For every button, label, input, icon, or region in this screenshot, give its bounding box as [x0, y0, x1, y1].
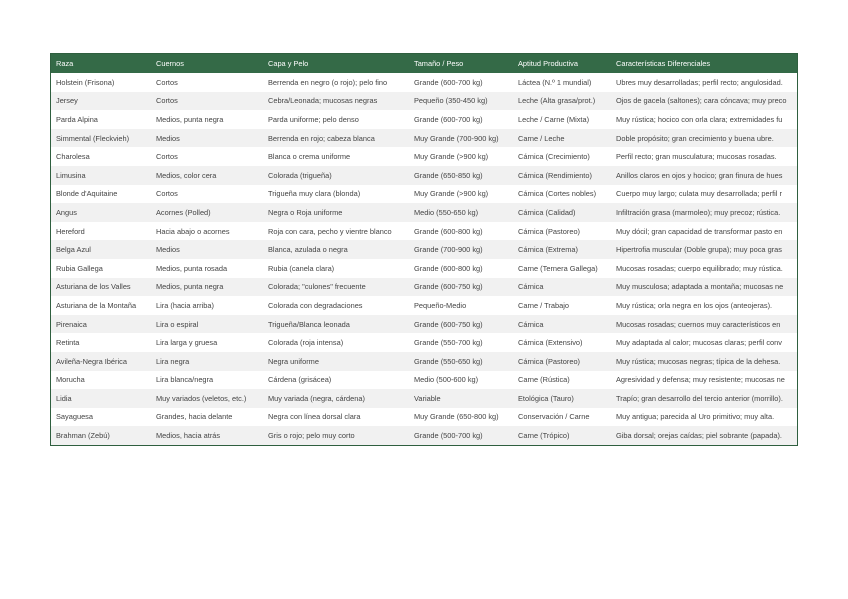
- cell-raza: Asturiana de la Montaña: [51, 296, 151, 315]
- cell-capa: Rubia (canela clara): [263, 259, 409, 278]
- cell-cuernos: Medios, punta negra: [151, 278, 263, 297]
- table-row: [51, 222, 798, 241]
- cell-cuernos: Acornes (Polled): [151, 203, 263, 222]
- cell-tamano: Grande (600-750 kg): [409, 278, 513, 297]
- cell-tamano: Grande (550-700 kg): [409, 333, 513, 352]
- cell-raza: Simmental (Fleckvieh): [51, 129, 151, 148]
- header-capa-pelo: Capa y Pelo: [263, 54, 409, 73]
- cell-capa: Berrenda en rojo; cabeza blanca: [263, 129, 409, 148]
- cell-capa: Negra uniforme: [263, 352, 409, 371]
- cell-caracteristicas: Muy rústica; orla negra en los ojos (anteojeras).: [611, 296, 798, 315]
- cell-tamano: Muy Grande (>900 kg): [409, 147, 513, 166]
- table-row: [51, 240, 798, 259]
- cell-aptitud: Cárnica (Pastoreo): [513, 352, 611, 371]
- cell-tamano: Muy Grande (>900 kg): [409, 185, 513, 204]
- cell-cuernos: Muy variados (veletos, etc.): [151, 389, 263, 408]
- cell-aptitud: Cárnica: [513, 315, 611, 334]
- table-row: [51, 371, 798, 390]
- table-row: [51, 315, 798, 334]
- table-row: [51, 408, 798, 427]
- cell-cuernos: Lira o espiral: [151, 315, 263, 334]
- cell-aptitud: Carne / Leche: [513, 129, 611, 148]
- cell-cuernos: Medios, punta rosada: [151, 259, 263, 278]
- cell-raza: Rubia Gallega: [51, 259, 151, 278]
- cell-raza: Charolesa: [51, 147, 151, 166]
- cell-cuernos: Hacia abajo o acornes: [151, 222, 263, 241]
- cell-raza: Holstein (Frisona): [51, 73, 151, 92]
- table-row: [51, 389, 798, 408]
- cell-capa: Blanca, azulada o negra: [263, 240, 409, 259]
- cell-aptitud: Cárnica (Crecimiento): [513, 147, 611, 166]
- cell-raza: Lidia: [51, 389, 151, 408]
- cell-caracteristicas: Anillos claros en ojos y hocico; gran finura de hues: [611, 166, 798, 185]
- header-cuernos: Cuernos: [151, 54, 263, 73]
- cell-capa: Trigueña muy clara (blonda): [263, 185, 409, 204]
- cell-aptitud: Cárnica (Cortes nobles): [513, 185, 611, 204]
- cell-aptitud: Cárnica: [513, 278, 611, 297]
- cell-raza: Parda Alpina: [51, 110, 151, 129]
- cell-caracteristicas: Mucosas rosadas; cuernos muy característicos en: [611, 315, 798, 334]
- cell-raza: Pirenaica: [51, 315, 151, 334]
- header-raza: Raza: [51, 54, 151, 73]
- cell-capa: Trigueña/Blanca leonada: [263, 315, 409, 334]
- cell-capa: Parda uniforme; pelo denso: [263, 110, 409, 129]
- cell-aptitud: Carne (Ternera Gallega): [513, 259, 611, 278]
- cell-tamano: Grande (600-750 kg): [409, 315, 513, 334]
- cell-capa: Cebra/Leonada; mucosas negras: [263, 92, 409, 111]
- cell-tamano: Grande (700-900 kg): [409, 240, 513, 259]
- cell-aptitud: Etológica (Tauro): [513, 389, 611, 408]
- cell-capa: Gris o rojo; pelo muy corto: [263, 426, 409, 445]
- table-row: [51, 352, 798, 371]
- cell-raza: Asturiana de los Valles: [51, 278, 151, 297]
- cell-capa: Colorada con degradaciones: [263, 296, 409, 315]
- cell-tamano: Grande (600-800 kg): [409, 222, 513, 241]
- cell-caracteristicas: Muy musculosa; adaptada a montaña; mucosas ne: [611, 278, 798, 297]
- cell-caracteristicas: Muy antigua; parecida al Uro primitivo; muy alta.: [611, 408, 798, 427]
- cell-tamano: Medio (550-650 kg): [409, 203, 513, 222]
- cell-raza: Belga Azul: [51, 240, 151, 259]
- cell-cuernos: Lira larga y gruesa: [151, 333, 263, 352]
- cell-cuernos: Medios, color cera: [151, 166, 263, 185]
- cell-aptitud: Conservación / Carne: [513, 408, 611, 427]
- cell-raza: Avileña-Negra Ibérica: [51, 352, 151, 371]
- cell-caracteristicas: Giba dorsal; orejas caídas; piel sobrante (papada).: [611, 426, 798, 445]
- header-tamano-peso: Tamaño / Peso: [409, 54, 513, 73]
- table-row: [51, 185, 798, 204]
- table-row: [51, 92, 798, 111]
- cell-aptitud: Cárnica (Extensivo): [513, 333, 611, 352]
- cell-aptitud: Leche / Carne (Mixta): [513, 110, 611, 129]
- cell-caracteristicas: Cuerpo muy largo; culata muy desarrollada; perfil r: [611, 185, 798, 204]
- cell-capa: Colorada (roja intensa): [263, 333, 409, 352]
- table-row: [51, 129, 798, 148]
- cell-aptitud: Leche (Alta grasa/prot.): [513, 92, 611, 111]
- cell-capa: Colorada (trigueña): [263, 166, 409, 185]
- cell-caracteristicas: Ubres muy desarrolladas; perfil recto; angulosidad.: [611, 73, 798, 92]
- cell-tamano: Grande (600-700 kg): [409, 110, 513, 129]
- cell-caracteristicas: Perfil recto; gran musculatura; mucosas rosadas.: [611, 147, 798, 166]
- cell-capa: Berrenda en negro (o rojo); pelo fino: [263, 73, 409, 92]
- table-row: [51, 333, 798, 352]
- cell-capa: Negra con línea dorsal clara: [263, 408, 409, 427]
- cell-cuernos: Lira (hacia arriba): [151, 296, 263, 315]
- cell-capa: Blanca o crema uniforme: [263, 147, 409, 166]
- cell-raza: Blonde d'Aquitaine: [51, 185, 151, 204]
- cell-caracteristicas: Mucosas rosadas; cuerpo equilibrado; muy rústica.: [611, 259, 798, 278]
- cell-aptitud: Carne (Rústica): [513, 371, 611, 390]
- cell-tamano: Muy Grande (700-900 kg): [409, 129, 513, 148]
- cell-aptitud: Cárnica (Calidad): [513, 203, 611, 222]
- cell-raza: Retinta: [51, 333, 151, 352]
- cell-tamano: Muy Grande (650-800 kg): [409, 408, 513, 427]
- cell-aptitud: Carne / Trabajo: [513, 296, 611, 315]
- breed-table: [51, 54, 798, 445]
- cell-raza: Jersey: [51, 92, 151, 111]
- cell-aptitud: Cárnica (Extrema): [513, 240, 611, 259]
- cell-cuernos: Medios, punta negra: [151, 110, 263, 129]
- cell-caracteristicas: Muy dócil; gran capacidad de transformar pasto en: [611, 222, 798, 241]
- cell-caracteristicas: Doble propósito; gran crecimiento y buena ubre.: [611, 129, 798, 148]
- table-header-row: [51, 54, 798, 73]
- cell-cuernos: Cortos: [151, 185, 263, 204]
- cell-caracteristicas: Trapío; gran desarrollo del tercio anterior (morrillo).: [611, 389, 798, 408]
- cell-cuernos: Grandes, hacia delante: [151, 408, 263, 427]
- table-row: [51, 259, 798, 278]
- cell-raza: Hereford: [51, 222, 151, 241]
- cell-aptitud: Cárnica (Pastoreo): [513, 222, 611, 241]
- cell-caracteristicas: Hipertrofia muscular (Doble grupa); muy poca gras: [611, 240, 798, 259]
- table-row: [51, 426, 798, 445]
- cell-caracteristicas: Agresividad y defensa; muy resistente; mucosas ne: [611, 371, 798, 390]
- cell-aptitud: Láctea (N.º 1 mundial): [513, 73, 611, 92]
- cell-cuernos: Medios: [151, 240, 263, 259]
- cell-caracteristicas: Muy rústica; hocico con orla clara; extremidades fu: [611, 110, 798, 129]
- table-row: [51, 147, 798, 166]
- cell-tamano: Pequeño-Medio: [409, 296, 513, 315]
- cell-capa: Negra o Roja uniforme: [263, 203, 409, 222]
- cell-capa: Cárdena (grisácea): [263, 371, 409, 390]
- cell-cuernos: Cortos: [151, 73, 263, 92]
- cell-raza: Angus: [51, 203, 151, 222]
- cell-tamano: Grande (500-700 kg): [409, 426, 513, 445]
- cell-tamano: Pequeño (350-450 kg): [409, 92, 513, 111]
- table-row: [51, 166, 798, 185]
- cell-aptitud: Carne (Trópico): [513, 426, 611, 445]
- cell-tamano: Grande (600-800 kg): [409, 259, 513, 278]
- cell-tamano: Medio (500-600 kg): [409, 371, 513, 390]
- cell-capa: Colorada; "culones" frecuente: [263, 278, 409, 297]
- cell-tamano: Grande (550-650 kg): [409, 352, 513, 371]
- cell-raza: Morucha: [51, 371, 151, 390]
- cell-aptitud: Cárnica (Rendimiento): [513, 166, 611, 185]
- breed-table-container: [50, 53, 798, 446]
- cell-cuernos: Lira blanca/negra: [151, 371, 263, 390]
- cell-tamano: Grande (600-700 kg): [409, 73, 513, 92]
- cell-cuernos: Cortos: [151, 92, 263, 111]
- cell-caracteristicas: Muy rústica; mucosas negras; típica de la dehesa.: [611, 352, 798, 371]
- table-row: [51, 278, 798, 297]
- cell-caracteristicas: Infiltración grasa (marmoleo); muy precoz; rústica.: [611, 203, 798, 222]
- cell-cuernos: Medios, hacia atrás: [151, 426, 263, 445]
- cell-cuernos: Lira negra: [151, 352, 263, 371]
- cell-caracteristicas: Muy adaptada al calor; mucosas claras; perfil conv: [611, 333, 798, 352]
- table-row: [51, 296, 798, 315]
- cell-raza: Sayaguesa: [51, 408, 151, 427]
- cell-tamano: Grande (650-850 kg): [409, 166, 513, 185]
- cell-cuernos: Cortos: [151, 147, 263, 166]
- cell-raza: Limusina: [51, 166, 151, 185]
- table-row: [51, 203, 798, 222]
- cell-caracteristicas: Ojos de gacela (saltones); cara cóncava; muy preco: [611, 92, 798, 111]
- header-caracteristicas: Características Diferenciales: [611, 54, 798, 73]
- cell-tamano: Variable: [409, 389, 513, 408]
- cell-capa: Roja con cara, pecho y vientre blanco: [263, 222, 409, 241]
- cell-cuernos: Medios: [151, 129, 263, 148]
- table-row: [51, 73, 798, 92]
- cell-capa: Muy variada (negra, cárdena): [263, 389, 409, 408]
- cell-raza: Brahman (Zebú): [51, 426, 151, 445]
- header-aptitud: Aptitud Productiva: [513, 54, 611, 73]
- table-row: [51, 110, 798, 129]
